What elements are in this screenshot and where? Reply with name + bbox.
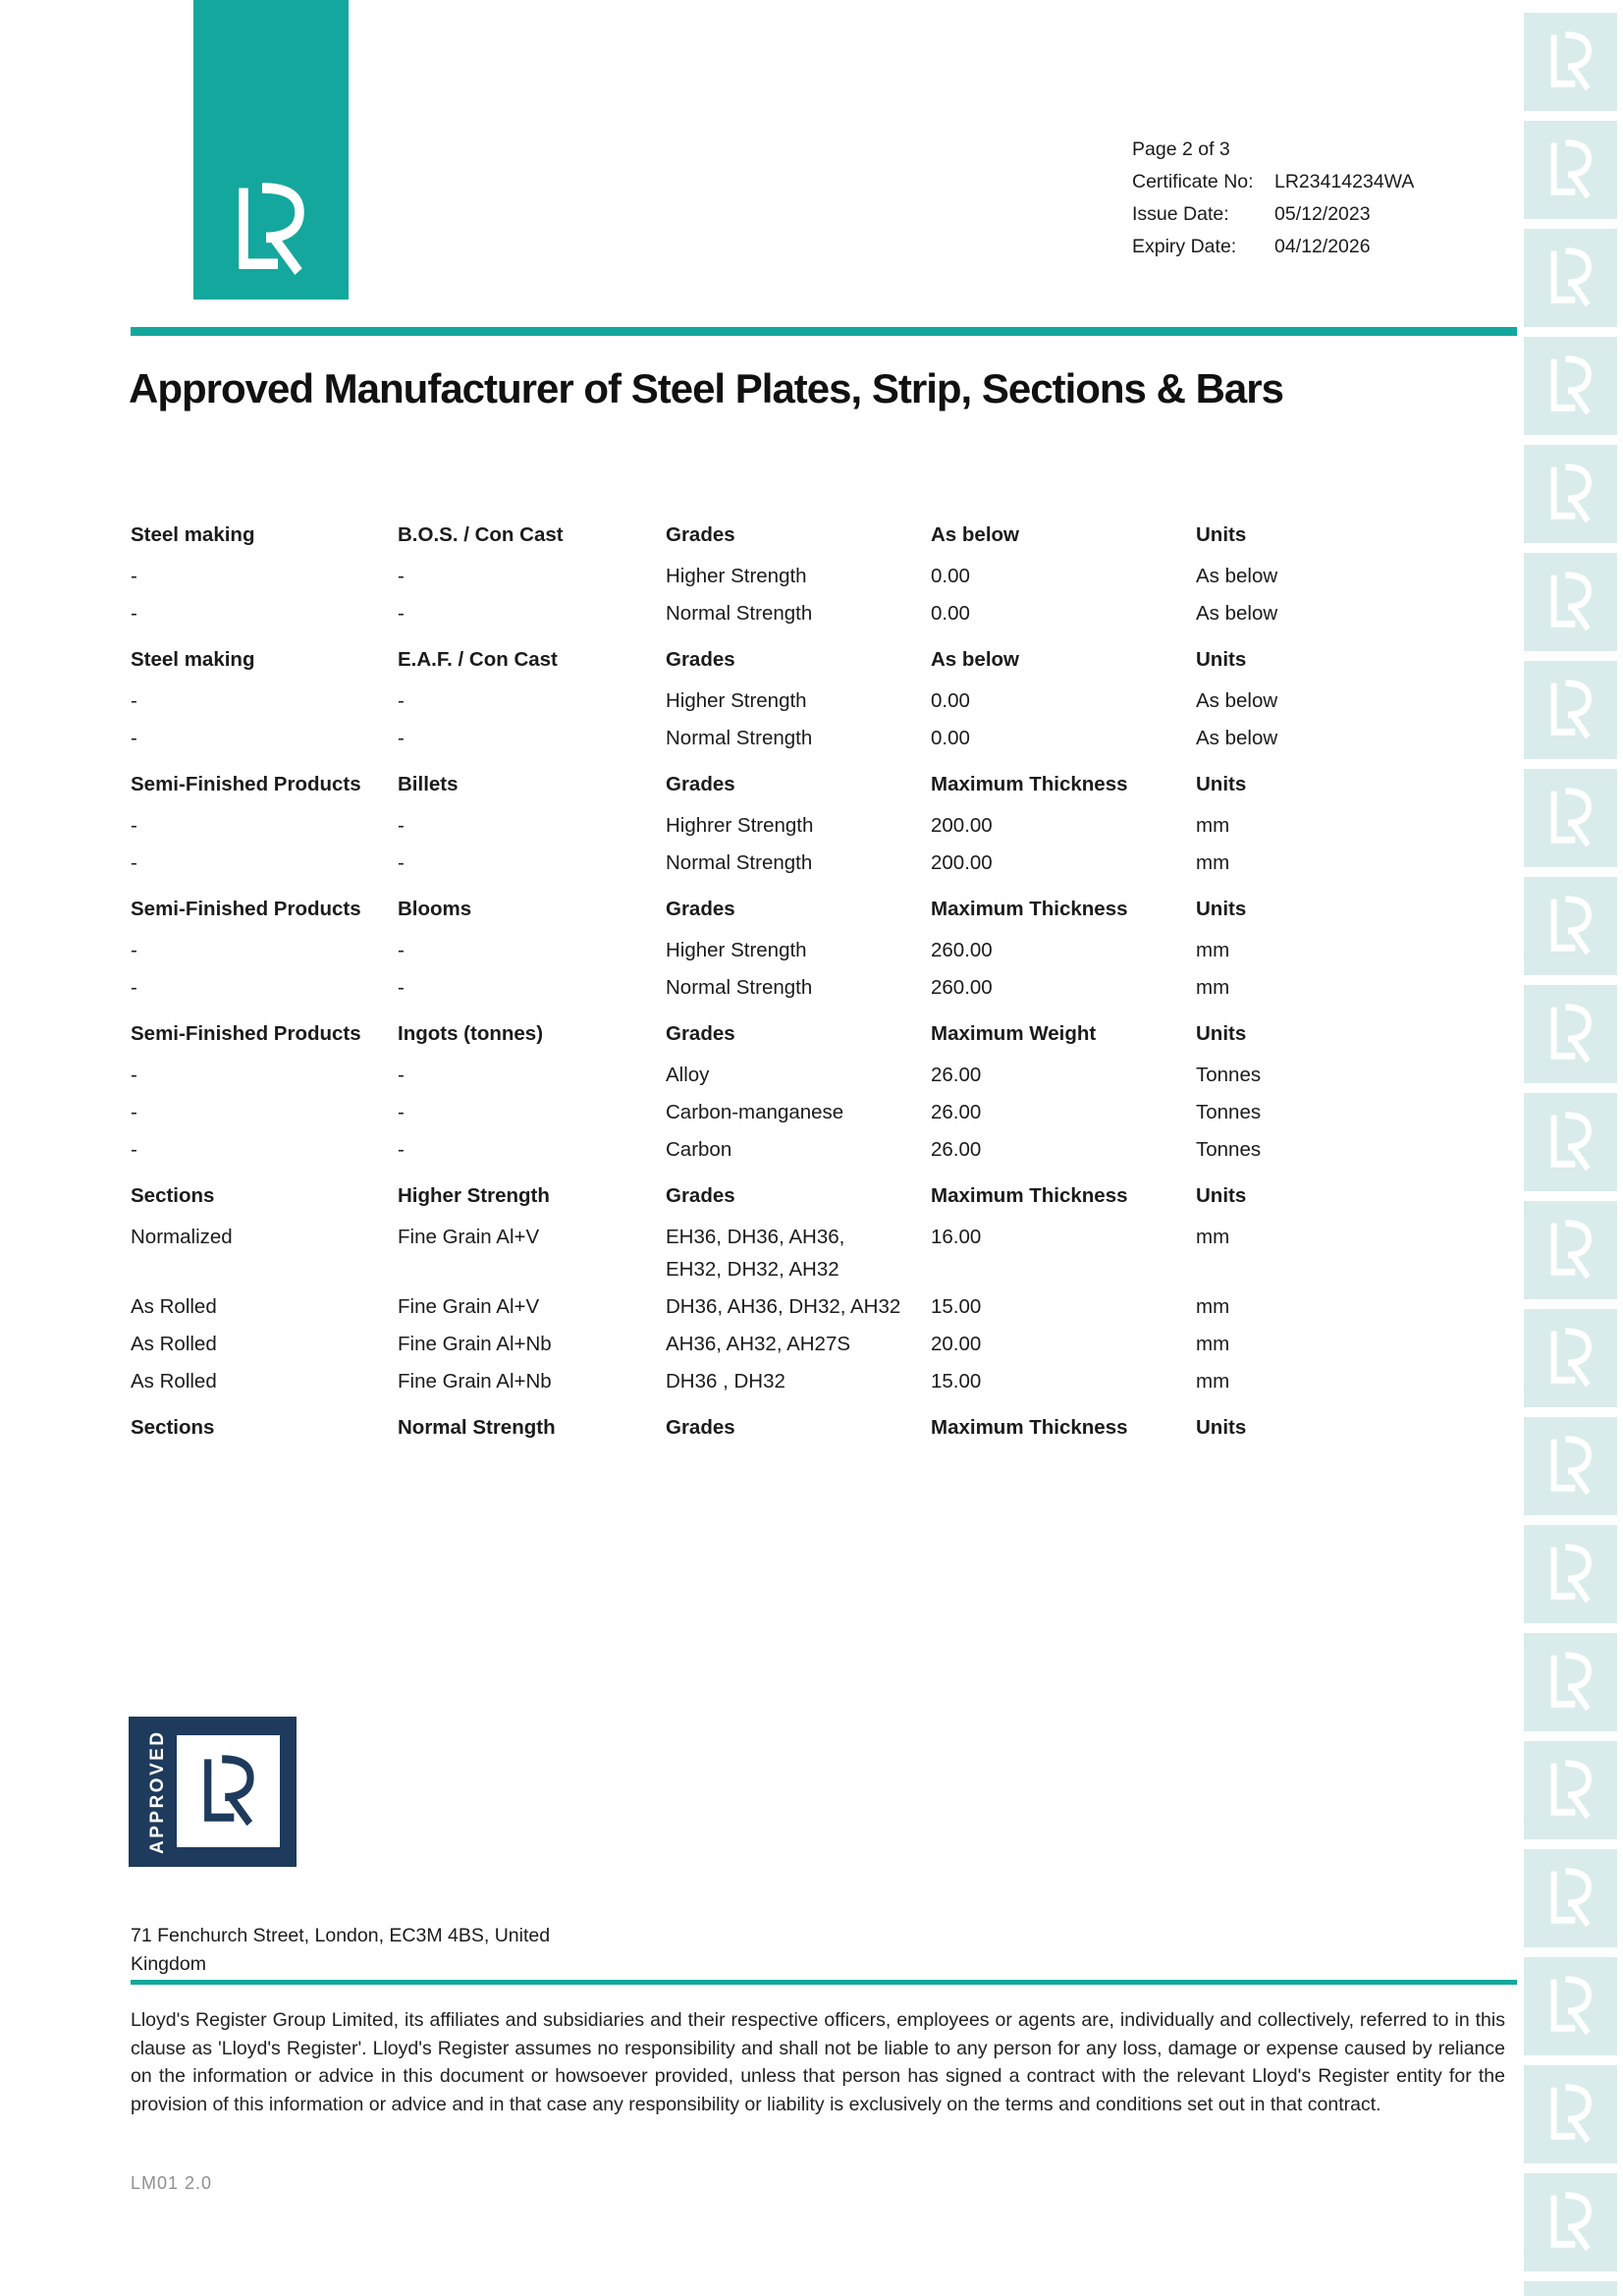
table-cell: As Rolled: [131, 1370, 217, 1393]
table-cell: -: [131, 939, 137, 961]
lr-monogram-r-bowl: [1565, 359, 1589, 391]
footer-divider: [131, 1980, 1517, 1985]
column-header: Grades: [666, 1184, 735, 1207]
header-meta: [1132, 134, 1414, 263]
header-divider: [131, 327, 1517, 336]
lr-monogram-r-bowl: [1565, 1764, 1589, 1795]
lr-monogram-r-bowl: [1565, 1656, 1589, 1687]
lr-monogram-icon: [1541, 1539, 1601, 1610]
table-section: [131, 1017, 1525, 1166]
table-cell: 26.00: [931, 1064, 982, 1086]
table-cell: -: [398, 851, 405, 874]
lr-watermark-tile: [1524, 13, 1617, 111]
table-header-row: [131, 519, 1525, 551]
table-header-row: [131, 1179, 1525, 1212]
lr-monogram-l: [1553, 1008, 1575, 1057]
table-cell: DH36, AH36, DH32, AH32: [666, 1295, 901, 1318]
table-cell: -: [398, 1101, 405, 1123]
lr-monogram-r-bowl: [1565, 2088, 1589, 2119]
lr-monogram-l: [1553, 2196, 1575, 2245]
table-cell: Fine Grain Al+V: [398, 1295, 540, 1318]
table-section: [131, 643, 1525, 754]
meta-label: Expiry Date:: [1132, 236, 1237, 257]
lr-monogram-l: [1553, 251, 1575, 301]
meta-field-row: [1132, 198, 1414, 231]
column-header: As below: [931, 648, 1019, 671]
lr-watermark-tile: [1524, 2281, 1617, 2296]
table-header-row: [131, 1017, 1525, 1050]
lr-monogram-icon: [191, 1749, 266, 1833]
lr-monogram-l: [1553, 2088, 1575, 2137]
table-cell: Higher Strength: [666, 565, 807, 587]
table-cell: Normal Strength: [666, 727, 813, 749]
lr-monogram-r-bowl: [1565, 2196, 1589, 2227]
table-cell: 16.00: [931, 1226, 982, 1248]
lr-monogram-l: [1553, 1332, 1575, 1381]
lr-monogram-l: [1553, 35, 1575, 84]
table-cell: Normalized: [131, 1226, 233, 1248]
lr-monogram-r-bowl: [1565, 143, 1589, 175]
lr-monogram-r-bowl: [222, 1759, 250, 1797]
column-header: Units: [1196, 1022, 1247, 1045]
table-cell: mm: [1196, 814, 1230, 837]
lr-monogram-icon: [1541, 783, 1601, 853]
table-row: [131, 597, 1525, 629]
lr-monogram-icon: [1541, 27, 1601, 97]
lr-monogram-icon: [1541, 1215, 1601, 1285]
column-header: Semi-Finished Products: [131, 773, 361, 795]
lr-monogram-l: [1553, 143, 1575, 192]
table-row: [131, 722, 1525, 754]
lr-monogram-l: [1553, 1440, 1575, 1489]
table-cell: 26.00: [931, 1138, 982, 1161]
lr-monogram-r-bowl: [1565, 1116, 1589, 1147]
column-header: Maximum Thickness: [931, 898, 1128, 920]
table-section: [131, 768, 1525, 879]
table-cell: Carbon-manganese: [666, 1101, 844, 1123]
lr-watermark-tile: [1524, 1093, 1617, 1191]
lr-monogram-r-bowl: [1565, 1008, 1589, 1039]
column-header: As below: [931, 523, 1019, 546]
table-section: [131, 519, 1525, 629]
table-cell: -: [398, 689, 405, 712]
lr-watermark-tile: [1524, 1309, 1617, 1407]
column-header: Units: [1196, 898, 1247, 920]
table-row: [131, 1096, 1525, 1128]
table-section: [131, 1411, 1525, 1444]
lr-monogram-icon: [1541, 2079, 1601, 2150]
table-cell: 260.00: [931, 939, 993, 961]
lr-monogram-l: [207, 1759, 234, 1817]
table-cell: 200.00: [931, 814, 993, 837]
table-cell: AH36, AH32, AH27S: [666, 1333, 851, 1355]
lr-monogram-l: [243, 188, 278, 263]
table-cell: mm: [1196, 851, 1230, 874]
table-cell: EH36, DH36, AH36, EH32, DH32, AH32: [666, 1226, 845, 1281]
table-cell: -: [398, 939, 405, 961]
table-cell: 200.00: [931, 851, 993, 874]
lr-monogram-l: [1553, 683, 1575, 733]
column-header: Units: [1196, 523, 1247, 546]
column-header: E.A.F. / Con Cast: [398, 648, 558, 671]
table-cell: 0.00: [931, 727, 970, 749]
table-cell: -: [398, 565, 405, 587]
table-row: [131, 971, 1525, 1004]
table-cell: 15.00: [931, 1295, 982, 1318]
approved-stamp-lr-box: [177, 1735, 280, 1847]
lr-monogram-l: [1553, 1980, 1575, 2029]
meta-value: 04/12/2026: [1274, 236, 1371, 257]
lr-monogram-r-bowl: [1565, 467, 1589, 499]
lr-watermark-tile: [1524, 2173, 1617, 2271]
column-header: Billets: [398, 773, 459, 795]
table-cell: -: [398, 1138, 405, 1161]
lr-watermark-tile: [1524, 2065, 1617, 2163]
lr-monogram-icon: [1541, 243, 1601, 313]
column-header: Steel making: [131, 648, 255, 671]
table-cell: mm: [1196, 1295, 1230, 1318]
table-cell: Alloy: [666, 1064, 710, 1086]
table-cell: -: [398, 976, 405, 999]
column-header: Units: [1196, 648, 1247, 671]
lr-monogram-l: [1553, 1764, 1575, 1813]
table-row: [131, 809, 1525, 842]
meta-field-row: [1132, 166, 1414, 198]
lr-monogram-r-bowl: [1565, 1440, 1589, 1471]
approval-table: [131, 519, 1525, 1452]
lr-monogram-icon: [1541, 1971, 1601, 2042]
lloyds-register-logo: [193, 0, 349, 300]
table-row: [131, 684, 1525, 717]
lr-monogram-icon: [1541, 1755, 1601, 1826]
table-cell: 0.00: [931, 689, 970, 712]
column-header: Sections: [131, 1416, 215, 1439]
table-cell: mm: [1196, 1226, 1230, 1248]
column-header: Units: [1196, 773, 1247, 795]
lr-monogram-r-bowl: [262, 188, 299, 237]
table-cell: As below: [1196, 727, 1278, 749]
lr-watermark-tile: [1524, 1525, 1617, 1623]
table-cell: mm: [1196, 976, 1230, 999]
table-row: [131, 1221, 1525, 1285]
table-cell: 20.00: [931, 1333, 982, 1355]
lr-pattern-strip: [1524, 0, 1617, 2296]
table-cell: Tonnes: [1196, 1138, 1262, 1161]
table-cell: 26.00: [931, 1101, 982, 1123]
table-row: [131, 1290, 1525, 1323]
table-cell: 0.00: [931, 602, 970, 625]
lr-watermark-tile: [1524, 985, 1617, 1083]
page-title: Approved Manufacturer of Steel Plates, Strip, Sections & Bars: [129, 365, 1283, 411]
lr-watermark-tile: [1524, 229, 1617, 327]
column-header: Semi-Finished Products: [131, 1022, 361, 1045]
column-header: Maximum Thickness: [931, 1416, 1128, 1439]
header-meta-fields: [1132, 166, 1414, 263]
lr-monogram-icon: [1541, 567, 1601, 637]
table-cell: -: [131, 565, 137, 587]
table-cell: -: [131, 851, 137, 874]
column-header: B.O.S. / Con Cast: [398, 523, 564, 546]
lr-monogram-r-bowl: [1565, 1980, 1589, 2011]
column-header: Grades: [666, 898, 735, 920]
column-header: Maximum Thickness: [931, 1184, 1128, 1207]
table-cell: mm: [1196, 1333, 1230, 1355]
lr-monogram-l: [1553, 467, 1575, 517]
table-cell: Tonnes: [1196, 1101, 1262, 1123]
lr-watermark-tile: [1524, 769, 1617, 867]
column-header: Sections: [131, 1184, 215, 1207]
table-cell: Fine Grain Al+Nb: [398, 1370, 552, 1393]
lr-monogram-icon: [1541, 675, 1601, 745]
page-indicator: Page 2 of 3: [1132, 138, 1230, 160]
table-cell: Fine Grain Al+V: [398, 1226, 540, 1248]
column-header: Normal Strength: [398, 1416, 556, 1439]
table-cell: -: [131, 689, 137, 712]
lr-monogram-icon: [1541, 891, 1601, 961]
lr-watermark-tile: [1524, 553, 1617, 651]
table-cell: -: [131, 602, 137, 625]
table-cell: -: [131, 727, 137, 749]
table-cell: -: [398, 727, 405, 749]
table-cell: Tonnes: [1196, 1064, 1262, 1086]
table-cell: DH36 , DH32: [666, 1370, 785, 1393]
table-header-row: [131, 643, 1525, 676]
column-header: Grades: [666, 1022, 735, 1045]
lr-monogram-l: [1553, 792, 1575, 841]
meta-label: Issue Date:: [1132, 203, 1229, 225]
legal-disclaimer: Lloyd's Register Group Limited, its affiliates and subsidiaries and their respective officers, employees or agents are, individually and collectively, referred to in this clause as 'Lloyd's Register'. Lloyd's Register assumes no responsibility and shall not be liable to any person for any loss, damage or expense caused by reliance on the information or advice in this document or howsoever provided, unless that person has signed a contract with the relevant Lloyd's Register entity for the provision of this information or advice and in that case any responsibility or liability is exclusively on the terms and conditions set out in that contract.: [131, 2009, 1505, 2115]
table-cell: As below: [1196, 689, 1278, 712]
lr-watermark-tile: [1524, 445, 1617, 543]
table-cell: -: [131, 1064, 137, 1086]
table-cell: 0.00: [931, 565, 970, 587]
column-header: Grades: [666, 648, 735, 671]
lr-watermark-tile: [1524, 337, 1617, 435]
column-header: Units: [1196, 1184, 1247, 1207]
lr-watermark-tile: [1524, 1957, 1617, 2055]
lr-monogram-icon: [1541, 1647, 1601, 1718]
table-cell: -: [131, 976, 137, 999]
column-header: Steel making: [131, 523, 255, 546]
column-header: Units: [1196, 1416, 1247, 1439]
column-header: Higher Strength: [398, 1184, 550, 1207]
table-row: [131, 1328, 1525, 1360]
table-section: [131, 893, 1525, 1004]
lr-watermark-tile: [1524, 1201, 1617, 1299]
table-header-row: [131, 893, 1525, 925]
lr-monogram-r-bowl: [1565, 35, 1589, 67]
lr-watermark-tile: [1524, 661, 1617, 759]
lr-watermark-tile: [1524, 1417, 1617, 1515]
lr-monogram-icon: [1541, 1107, 1601, 1177]
meta-label: Certificate No:: [1132, 171, 1254, 192]
lr-watermark-tile: [1524, 1741, 1617, 1839]
lr-watermark-tile: [1524, 121, 1617, 219]
lr-monogram-r-bowl: [1565, 1548, 1589, 1579]
table-cell: mm: [1196, 1370, 1230, 1393]
column-header: Ingots (tonnes): [398, 1022, 544, 1045]
lr-monogram-l: [1553, 1224, 1575, 1273]
column-header: Blooms: [398, 898, 472, 920]
table-header-row: [131, 1411, 1525, 1444]
lr-monogram-icon: [1541, 351, 1601, 421]
table-section: [131, 1179, 1525, 1397]
column-header: Grades: [666, 773, 735, 795]
table-cell: Carbon: [666, 1138, 732, 1161]
table-header-row: [131, 768, 1525, 800]
lr-monogram-l: [1553, 900, 1575, 949]
table-cell: Fine Grain Al+Nb: [398, 1333, 552, 1355]
column-header: Maximum Thickness: [931, 773, 1128, 795]
table-cell: Normal Strength: [666, 851, 813, 874]
table-cell: Normal Strength: [666, 976, 813, 999]
table-cell: As below: [1196, 602, 1278, 625]
lr-monogram-r-bowl: [1565, 1872, 1589, 1903]
table-cell: As below: [1196, 565, 1278, 587]
document-code: LM01 2.0: [131, 2173, 213, 2193]
lr-monogram-icon: [1541, 459, 1601, 529]
table-cell: Highrer Strength: [666, 814, 814, 837]
lr-monogram-icon: [1541, 135, 1601, 205]
lr-monogram-icon: [1541, 1863, 1601, 1934]
table-row: [131, 1133, 1525, 1166]
table-cell: -: [131, 1138, 137, 1161]
lr-watermark-tile: [1524, 1849, 1617, 1947]
table-row: [131, 560, 1525, 592]
lr-monogram-r-bowl: [1565, 575, 1589, 607]
lr-watermark-tile: [1524, 1633, 1617, 1731]
table-cell: -: [131, 814, 137, 837]
lr-monogram-l: [1553, 359, 1575, 409]
table-cell: Higher Strength: [666, 689, 807, 712]
table-row: [131, 1365, 1525, 1397]
table-row: [131, 1059, 1525, 1091]
lr-monogram-r-bowl: [1565, 1224, 1589, 1255]
table-cell: As Rolled: [131, 1295, 217, 1318]
table-cell: Normal Strength: [666, 602, 813, 625]
column-header: Grades: [666, 1416, 735, 1439]
meta-field-row: [1132, 231, 1414, 263]
company-address: 71 Fenchurch Street, London, EC3M 4BS, United Kingdom: [131, 1925, 551, 1975]
lr-monogram-icon: [1541, 1431, 1601, 1502]
table-row: [131, 847, 1525, 879]
lr-monogram-r-bowl: [1565, 1332, 1589, 1363]
table-cell: As Rolled: [131, 1333, 217, 1355]
lr-monogram-l: [1553, 1656, 1575, 1705]
lr-monogram-r-bowl: [1565, 683, 1589, 715]
lr-monogram-r-bowl: [1565, 900, 1589, 931]
table-cell: -: [398, 814, 405, 837]
lr-monogram-icon: [1541, 2187, 1601, 2258]
table-row: [131, 934, 1525, 966]
lr-monogram-l: [1553, 575, 1575, 625]
lr-monogram-r-bowl: [1565, 792, 1589, 823]
lr-monogram-icon: [1541, 999, 1601, 1069]
column-header: Grades: [666, 523, 735, 546]
lr-monogram-icon: [222, 175, 320, 285]
meta-value: 05/12/2023: [1274, 203, 1371, 225]
table-cell: -: [398, 602, 405, 625]
lr-watermark-tile: [1524, 877, 1617, 975]
lr-monogram-l: [1553, 1116, 1575, 1165]
lr-monogram-l: [1553, 1548, 1575, 1597]
approved-stamp-label: APPROVED: [147, 1729, 168, 1854]
meta-value: LR23414234WA: [1274, 171, 1415, 192]
column-header: Semi-Finished Products: [131, 898, 361, 920]
table-cell: 260.00: [931, 976, 993, 999]
approved-stamp: [129, 1717, 297, 1867]
column-header: Maximum Weight: [931, 1022, 1097, 1045]
table-cell: Higher Strength: [666, 939, 807, 961]
table-cell: -: [398, 1064, 405, 1086]
lr-monogram-icon: [1541, 1323, 1601, 1394]
table-cell: mm: [1196, 939, 1230, 961]
table-cell: -: [131, 1101, 137, 1123]
lr-monogram-r-bowl: [1565, 251, 1589, 283]
lr-monogram-l: [1553, 1872, 1575, 1921]
table-cell: 15.00: [931, 1370, 982, 1393]
